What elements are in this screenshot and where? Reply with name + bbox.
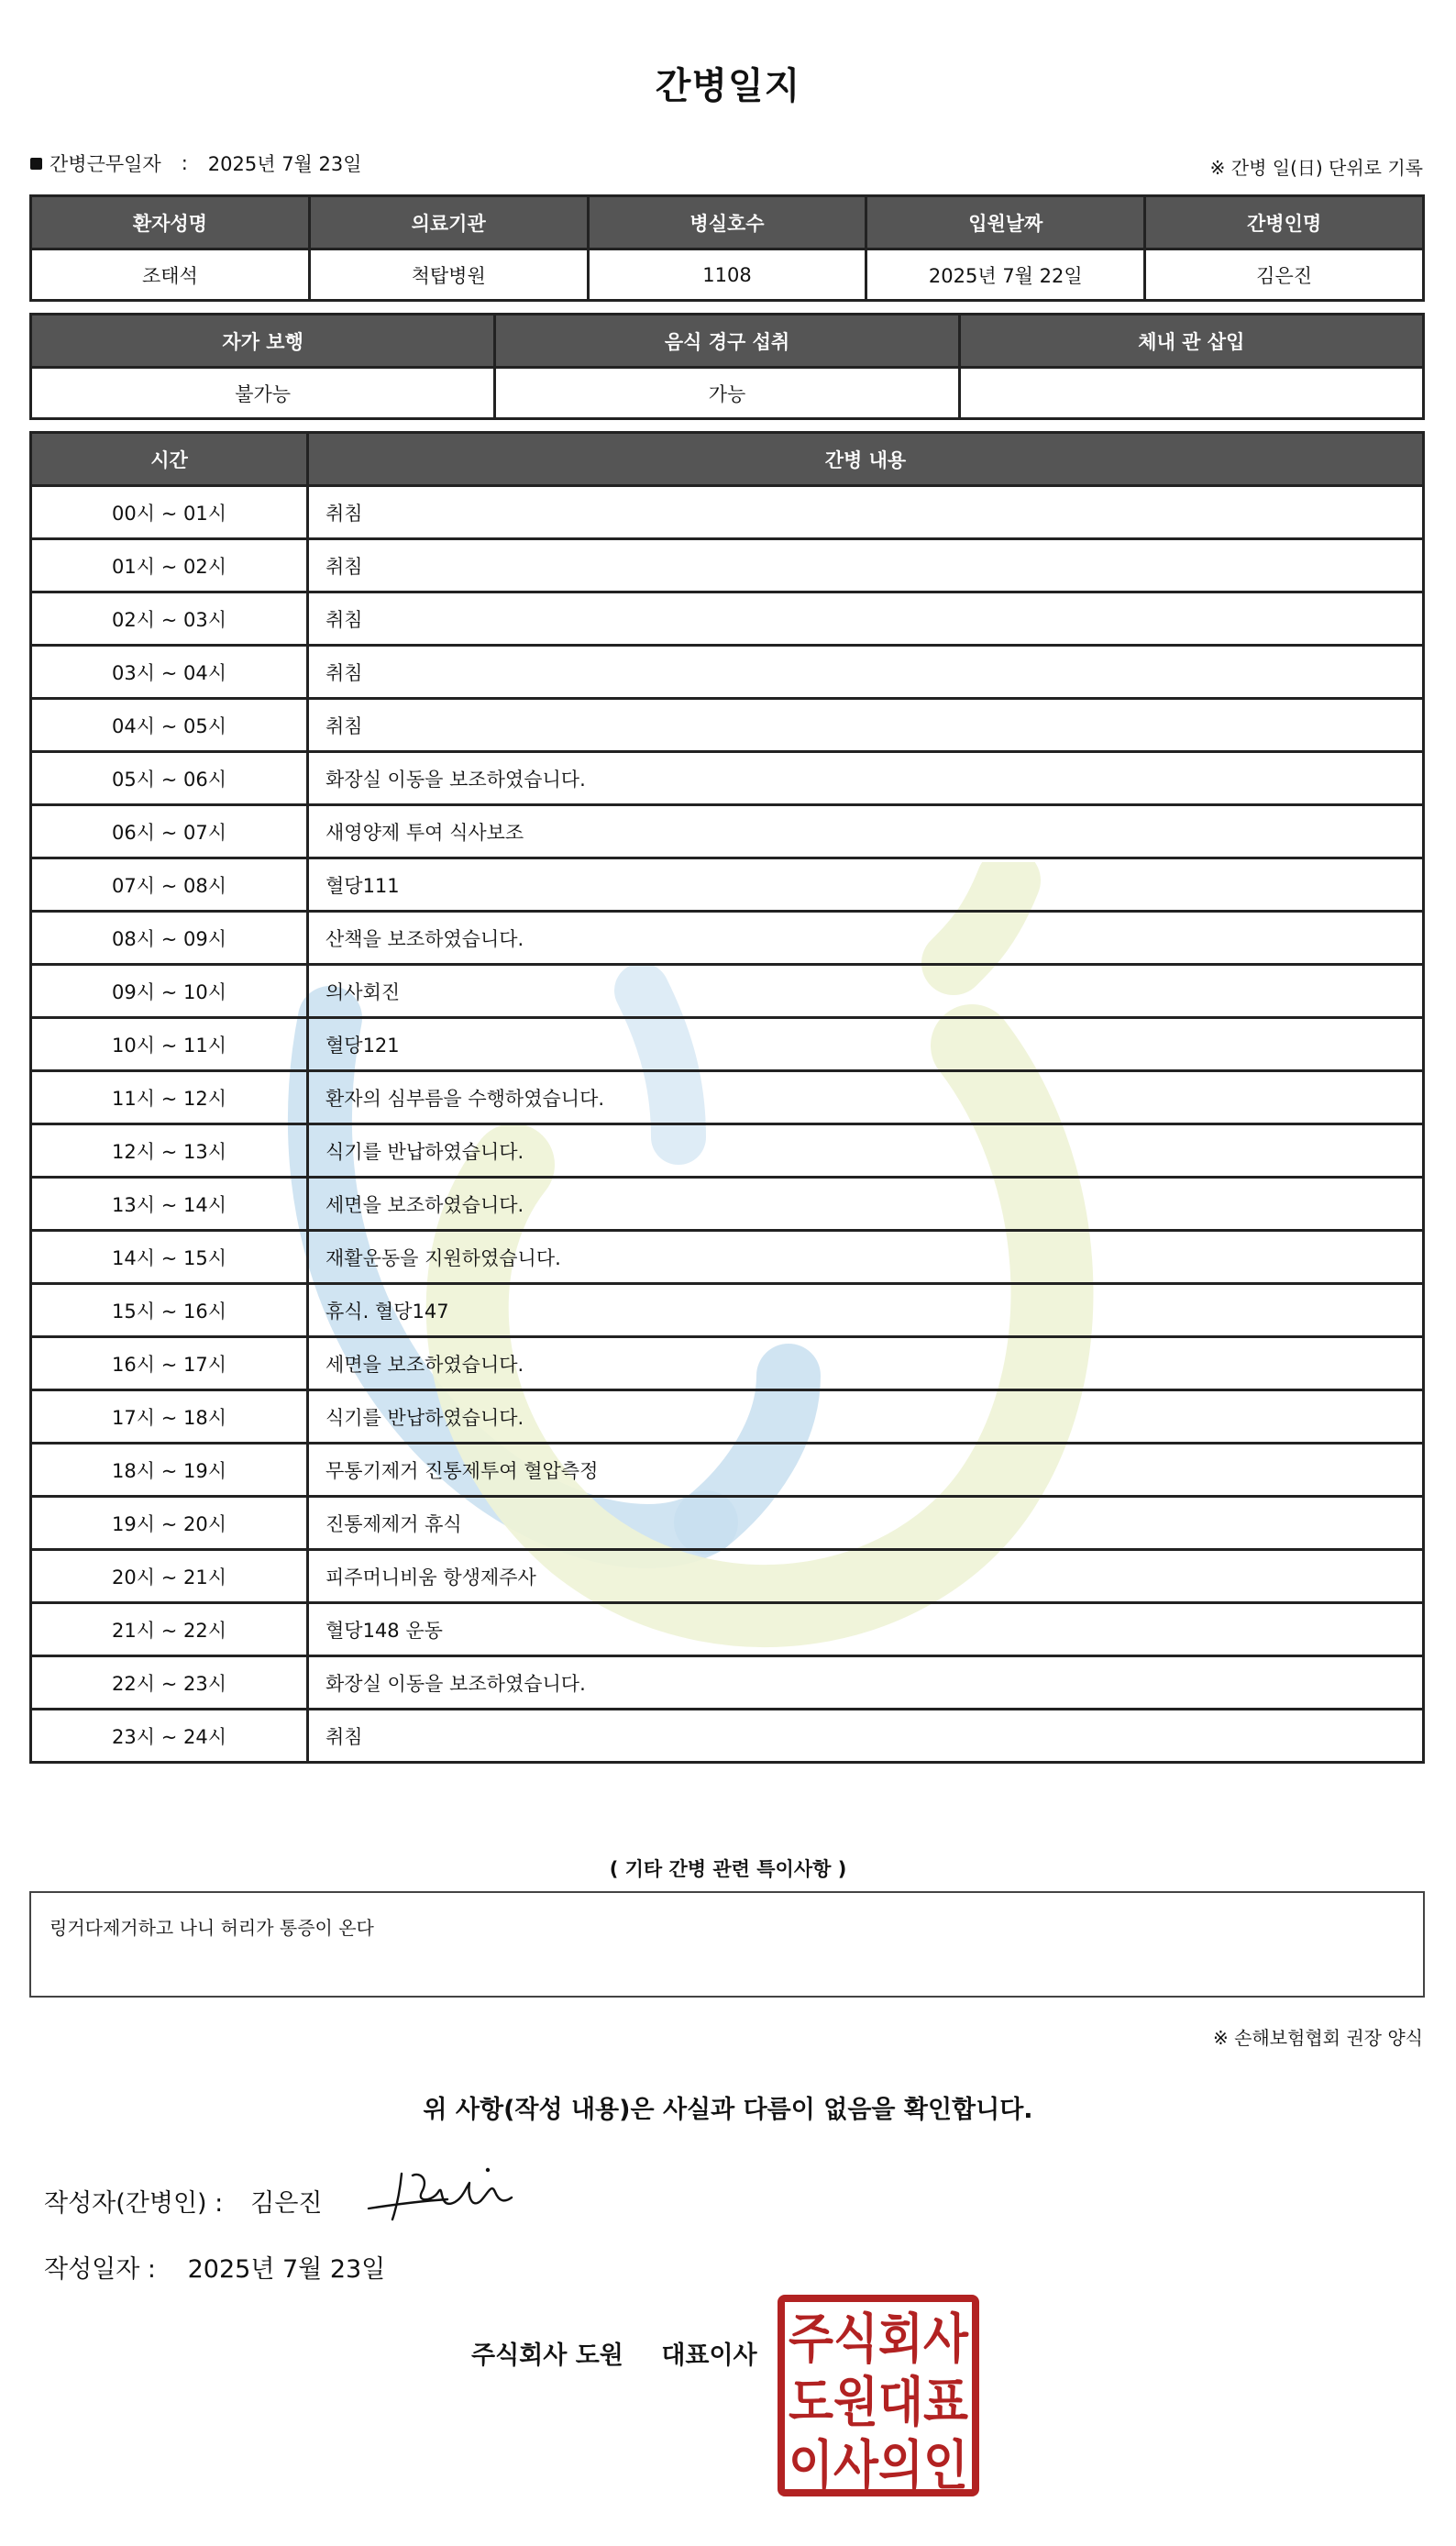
time-slot: 17시 ~ 18시 xyxy=(31,1390,308,1444)
notes-box xyxy=(29,1891,1425,1998)
patient-name: 조태석 xyxy=(31,249,310,301)
care-content: 피주머니비움 항생제주사 xyxy=(308,1550,1424,1603)
care-content: 세면을 보조하였습니다. xyxy=(308,1178,1424,1231)
time-slot: 04시 ~ 05시 xyxy=(31,699,308,752)
table-row xyxy=(31,1656,1424,1710)
time-slot: 03시 ~ 04시 xyxy=(31,646,308,699)
confirmation-statement: 위 사항(작성 내용)은 사실과 다름이 없음을 확인합니다. xyxy=(423,2096,1033,2124)
header-self-walking: 자가 보행 xyxy=(31,315,495,368)
care-content: 의사회진 xyxy=(308,965,1424,1018)
time-slot: 08시 ~ 09시 xyxy=(31,912,308,965)
written-date-row xyxy=(44,2249,385,2285)
time-slot: 16시 ~ 17시 xyxy=(31,1337,308,1390)
header-time: 시간 xyxy=(31,433,308,486)
table-row xyxy=(31,1497,1424,1550)
header-hospital: 의료기관 xyxy=(309,196,588,249)
seal-line-1: 주식회사 xyxy=(789,2308,969,2370)
table-row xyxy=(31,1178,1424,1231)
patient-status-table xyxy=(29,313,1425,420)
care-content: 무통기제거 진통제투여 혈압측정 xyxy=(308,1444,1424,1497)
header-oral-intake: 음식 경구 섭취 xyxy=(495,315,959,368)
seal-line-3: 이사의인 xyxy=(789,2434,968,2496)
table-row xyxy=(31,1390,1424,1444)
header-admission-date: 입원날짜 xyxy=(866,196,1145,249)
care-content: 환자의 심부름을 수행하였습니다. xyxy=(308,1071,1424,1124)
time-slot: 18시 ~ 19시 xyxy=(31,1444,308,1497)
care-content: 취침 xyxy=(308,646,1424,699)
record-unit-note: ※ 간병 일(日) 단위로 기록 xyxy=(1209,157,1423,179)
header-room-number: 병실호수 xyxy=(588,196,866,249)
table-row xyxy=(31,486,1424,539)
work-date xyxy=(30,149,362,177)
care-content: 재활운동을 지원하였습니다. xyxy=(308,1231,1424,1284)
table-row xyxy=(31,752,1424,805)
table-row xyxy=(31,1710,1424,1763)
care-content: 휴식. 혈당147 xyxy=(308,1284,1424,1337)
company-seal-stamp xyxy=(776,2293,981,2498)
seal-line-2: 도원대표 xyxy=(789,2371,968,2433)
table-row xyxy=(31,858,1424,912)
work-date-value: 2025년 7월 23일 xyxy=(207,153,362,175)
care-content: 취침 xyxy=(308,699,1424,752)
writer-label: 작성자(간병인) : xyxy=(44,2189,224,2218)
table-row xyxy=(31,1337,1424,1390)
time-slot: 01시 ~ 02시 xyxy=(31,539,308,592)
care-content: 식기를 반납하였습니다. xyxy=(308,1390,1424,1444)
notes-text: 링거다제거하고 나니 허리가 통증이 온다 xyxy=(50,1917,374,1939)
care-content: 식기를 반납하였습니다. xyxy=(308,1124,1424,1178)
time-slot: 00시 ~ 01시 xyxy=(31,486,308,539)
table-row xyxy=(31,965,1424,1018)
care-content: 취침 xyxy=(308,486,1424,539)
writer-name: 김은진 xyxy=(250,2189,323,2218)
time-slot: 05시 ~ 06시 xyxy=(31,752,308,805)
time-slot: 06시 ~ 07시 xyxy=(31,805,308,858)
table-row xyxy=(31,1603,1424,1656)
time-slot: 02시 ~ 03시 xyxy=(31,592,308,646)
time-slot: 09시 ~ 10시 xyxy=(31,965,308,1018)
table-row xyxy=(31,1444,1424,1497)
tube-insertion-value xyxy=(959,368,1423,419)
care-content: 취침 xyxy=(308,539,1424,592)
work-date-separator: : xyxy=(181,152,188,174)
table-row xyxy=(31,699,1424,752)
time-slot: 23시 ~ 24시 xyxy=(31,1710,308,1763)
time-slot: 13시 ~ 14시 xyxy=(31,1178,308,1231)
table-row xyxy=(31,805,1424,858)
bullet-icon xyxy=(30,158,42,170)
care-content: 취침 xyxy=(308,592,1424,646)
handwritten-signature xyxy=(365,2155,521,2229)
work-date-label: 간병근무일자 xyxy=(50,153,161,175)
care-content: 취침 xyxy=(308,1710,1424,1763)
table-row xyxy=(31,646,1424,699)
time-slot: 22시 ~ 23시 xyxy=(31,1656,308,1710)
company-role: 대표이사 xyxy=(661,2341,757,2370)
written-date-value: 2025년 7월 23일 xyxy=(187,2255,386,2284)
time-slot: 15시 ~ 16시 xyxy=(31,1284,308,1337)
time-slot: 07시 ~ 08시 xyxy=(31,858,308,912)
time-slot: 10시 ~ 11시 xyxy=(31,1018,308,1071)
patient-info-table xyxy=(29,194,1425,302)
room-number: 1108 xyxy=(588,249,866,301)
written-date-label: 작성일자 : xyxy=(44,2255,157,2284)
company-name: 주식회사 도원 xyxy=(471,2341,623,2370)
page-title: 간병일지 xyxy=(655,65,801,107)
table-row xyxy=(31,539,1424,592)
header-care-content: 간병 내용 xyxy=(308,433,1424,486)
caregiver-name: 김은진 xyxy=(1145,249,1424,301)
table-row xyxy=(31,1550,1424,1603)
care-content: 혈당121 xyxy=(308,1018,1424,1071)
table-row xyxy=(31,1284,1424,1337)
time-slot: 11시 ~ 12시 xyxy=(31,1071,308,1124)
time-slot: 14시 ~ 15시 xyxy=(31,1231,308,1284)
table-row xyxy=(31,1124,1424,1178)
time-slot: 19시 ~ 20시 xyxy=(31,1497,308,1550)
oral-intake-value: 가능 xyxy=(495,368,959,419)
header-caregiver-name: 간병인명 xyxy=(1145,196,1424,249)
table-row xyxy=(31,1018,1424,1071)
table-row xyxy=(31,592,1424,646)
time-slot: 12시 ~ 13시 xyxy=(31,1124,308,1178)
admission-date: 2025년 7월 22일 xyxy=(866,249,1145,301)
form-source-note: ※ 손해보험협회 권장 양식 xyxy=(1212,2027,1423,2049)
table-row xyxy=(31,1231,1424,1284)
time-slot: 20시 ~ 21시 xyxy=(31,1550,308,1603)
care-log-rows xyxy=(31,486,1424,1763)
company-signature-line xyxy=(471,2335,757,2371)
header-tube-insertion: 체내 관 삽입 xyxy=(959,315,1423,368)
care-content: 혈당111 xyxy=(308,858,1424,912)
care-content: 새영양제 투여 식사보조 xyxy=(308,805,1424,858)
care-content: 진통제제거 휴식 xyxy=(308,1497,1424,1550)
hospital-name: 척탑병원 xyxy=(309,249,588,301)
table-row xyxy=(31,1071,1424,1124)
notes-title: ( 기타 간병 관련 특이사항 ) xyxy=(609,1858,847,1880)
care-content: 화장실 이동을 보조하였습니다. xyxy=(308,752,1424,805)
care-content: 화장실 이동을 보조하였습니다. xyxy=(308,1656,1424,1710)
table-row xyxy=(31,912,1424,965)
header-patient-name: 환자성명 xyxy=(31,196,310,249)
care-content: 산책을 보조하였습니다. xyxy=(308,912,1424,965)
care-content: 세면을 보조하였습니다. xyxy=(308,1337,1424,1390)
self-walking-value: 불가능 xyxy=(31,368,495,419)
care-log-table xyxy=(29,431,1425,1764)
writer-row xyxy=(44,2183,323,2219)
time-slot: 21시 ~ 22시 xyxy=(31,1603,308,1656)
care-content: 혈당148 운동 xyxy=(308,1603,1424,1656)
